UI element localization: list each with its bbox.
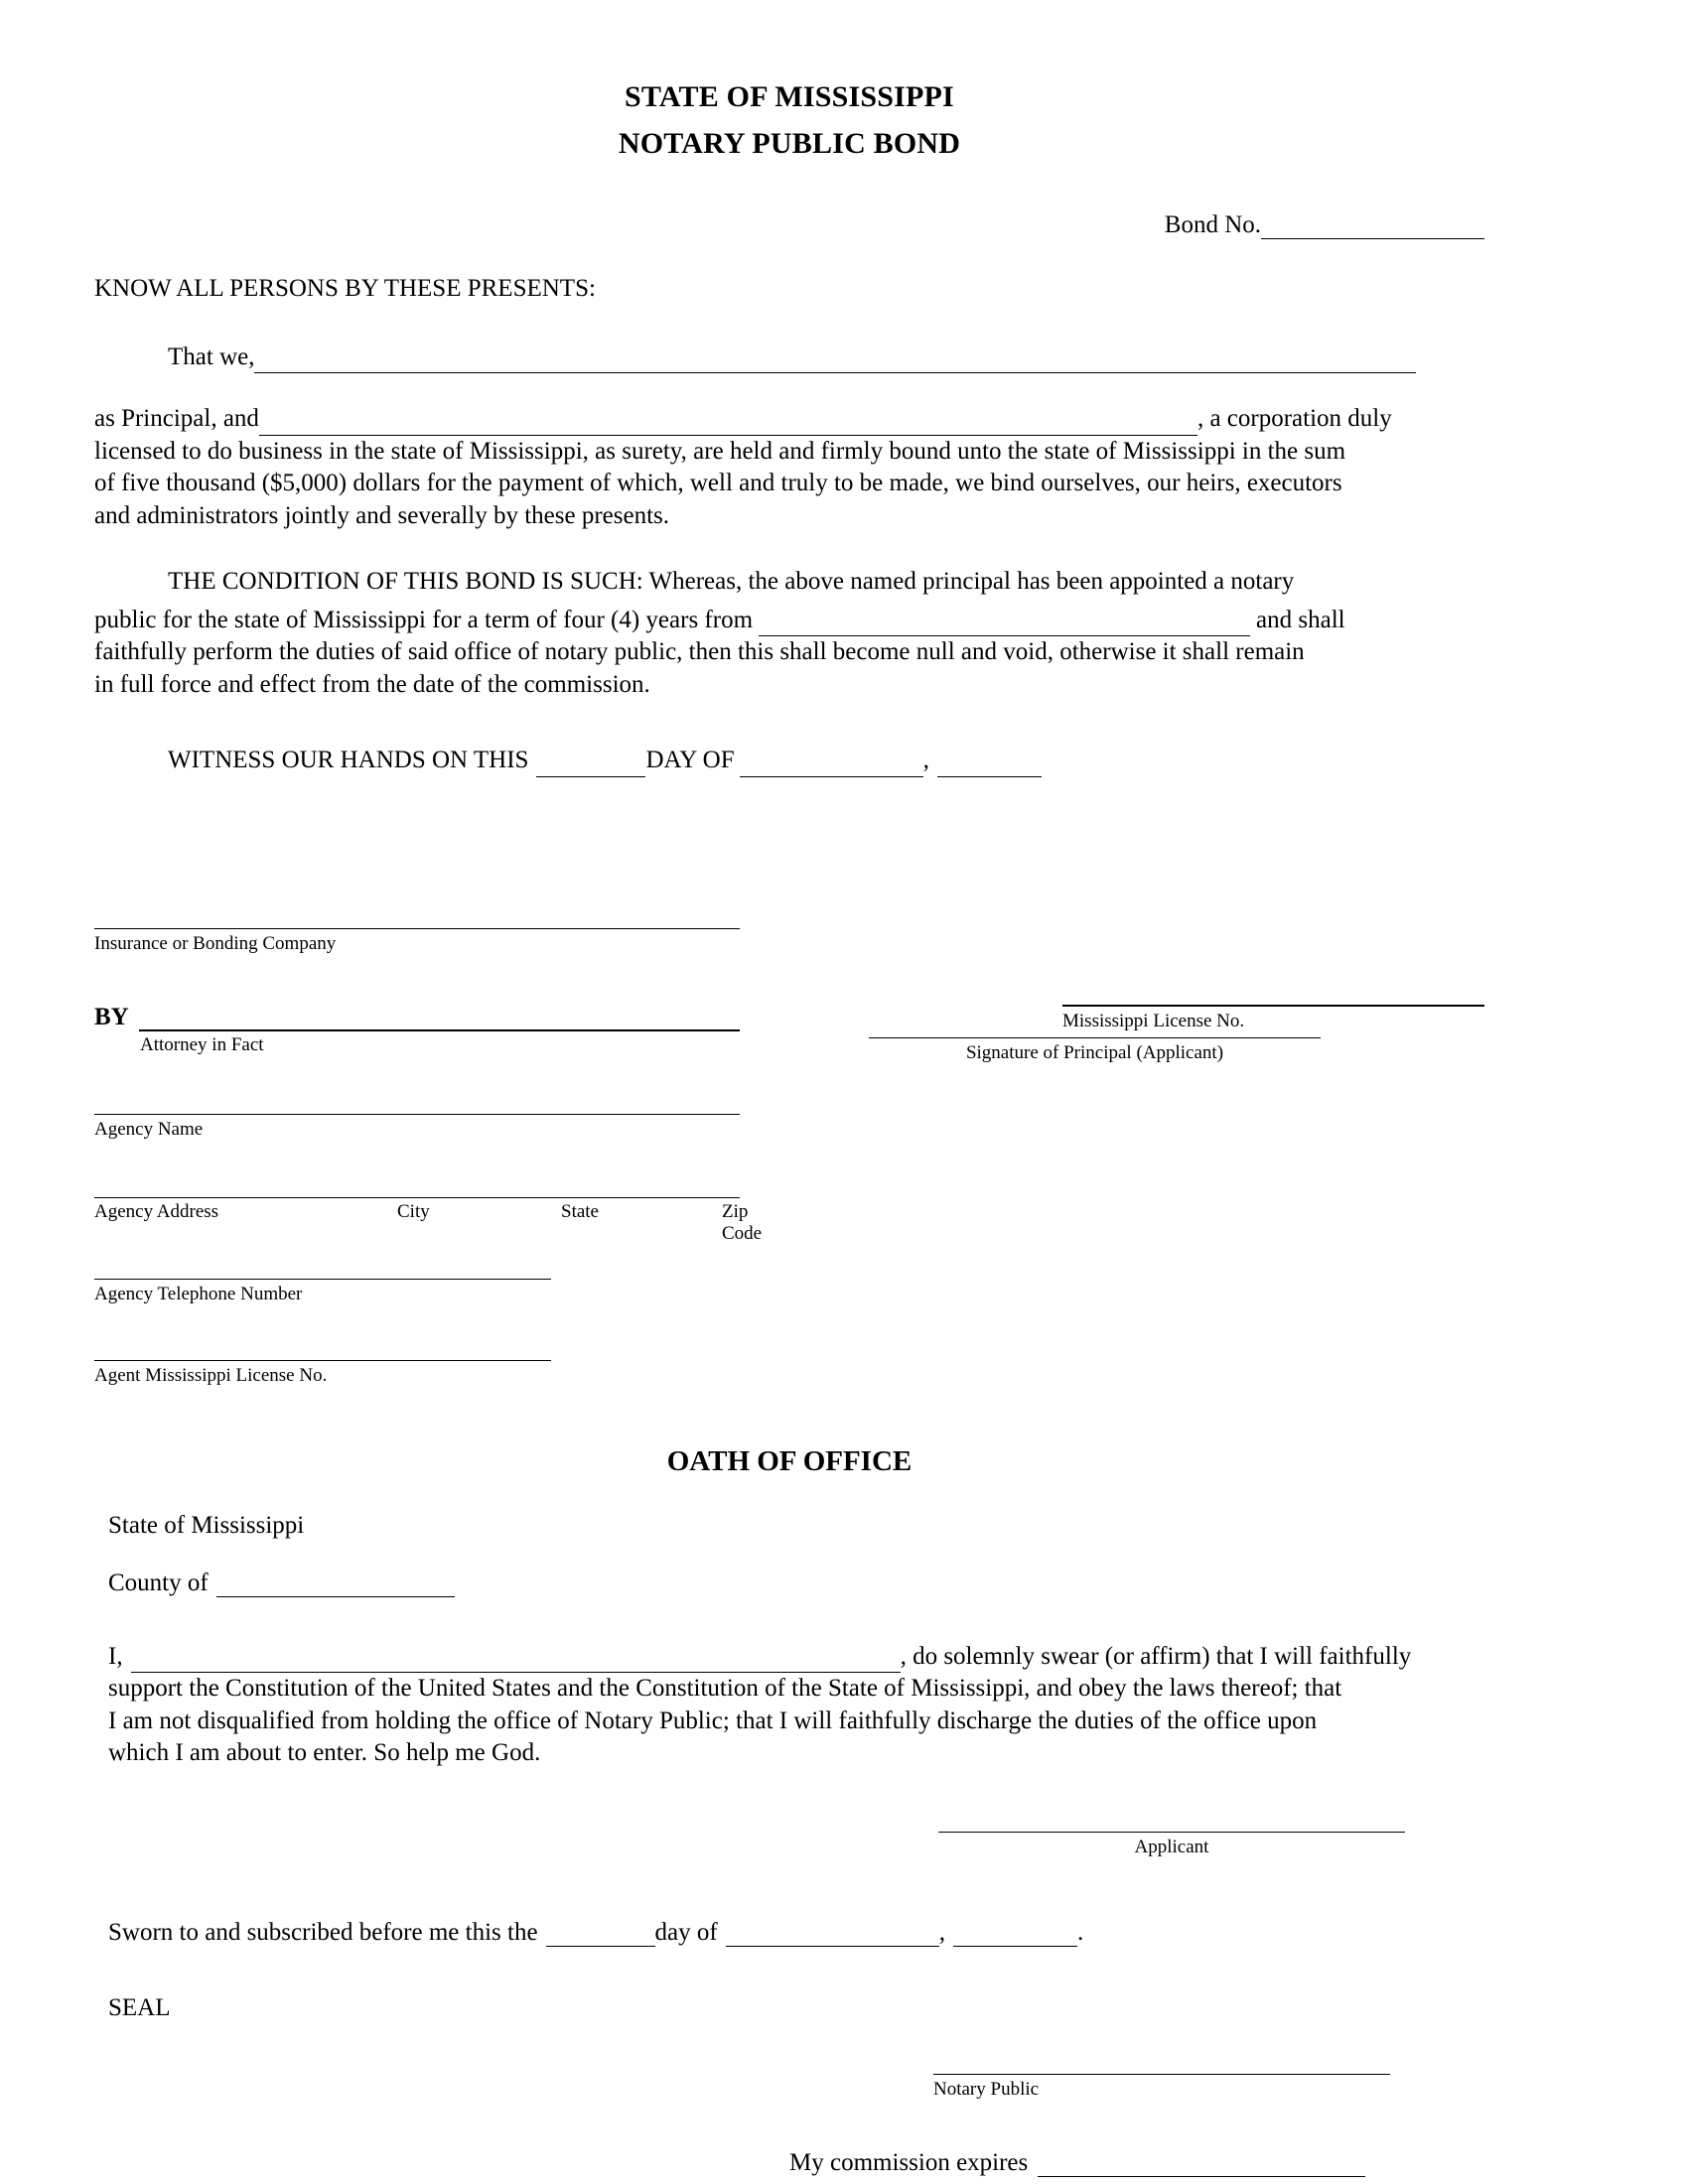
term-prefix-label: public for the state of Mississippi for a term of four (4) years from bbox=[94, 606, 754, 633]
bond-number-label: Bond No. bbox=[1164, 211, 1261, 238]
mississippi-license-caption: Mississippi License No. bbox=[1062, 1011, 1245, 1032]
sworn-to-row bbox=[94, 1919, 1484, 1947]
county-of-label: County of bbox=[108, 1569, 209, 1596]
that-we-row bbox=[94, 341, 1484, 374]
sworn-day-input-blank[interactable] bbox=[546, 1919, 655, 1946]
condition-paragraph-line-2 bbox=[94, 605, 1484, 637]
know-all-persons-heading: KNOW ALL PERSONS BY THESE PRESENTS: bbox=[94, 275, 596, 302]
applicant-signature-group bbox=[938, 1832, 1405, 1859]
signature-area bbox=[94, 928, 1484, 1388]
commission-expires-label: My commission expires bbox=[789, 2148, 1029, 2176]
insurance-company-group bbox=[94, 928, 740, 956]
and-shall-label: and shall bbox=[1256, 606, 1345, 633]
oath-applicant-name-input-blank[interactable] bbox=[131, 1646, 901, 1673]
corporation-duly-label: , a corporation duly bbox=[1196, 405, 1392, 432]
surety-company-input-blank[interactable] bbox=[259, 408, 1197, 435]
agent-license-caption: Agent Mississippi License No. bbox=[94, 1364, 328, 1386]
agency-address-caption-row bbox=[94, 1198, 763, 1244]
applicant-signature-area bbox=[94, 1770, 1484, 1889]
oath-of-office-heading: OATH OF OFFICE bbox=[666, 1444, 913, 1477]
applicant-signature-caption: Applicant bbox=[1134, 1836, 1209, 1857]
principal-signature-caption: Signature of Principal (Applicant) bbox=[965, 1041, 1224, 1063]
sworn-day-of-label: day of bbox=[654, 1918, 718, 1946]
zip-code-caption: Zip Code bbox=[722, 1201, 763, 1244]
bond-paragraph-line-1 bbox=[94, 403, 1484, 436]
condition-paragraph-line-1 bbox=[94, 566, 1484, 599]
agency-address-caption: Agency Address bbox=[94, 1201, 219, 1222]
that-we-label: That we, bbox=[168, 342, 255, 370]
bond-paragraph-line-2: licensed to do business in the state of Mississippi, as surety, are held and firmly bound unto the state of Mississippi in the sum bbox=[94, 437, 1346, 465]
page-title-state: STATE OF MISSISSIPPI bbox=[625, 80, 954, 113]
oath-body-line-2: support the Constitution of the United States and the Constitution of the State of Mississippi, and obey the laws thereof; that bbox=[108, 1675, 1342, 1702]
sworn-period: . bbox=[1076, 1918, 1084, 1946]
witness-hands-row bbox=[94, 745, 1484, 777]
commission-term-start-input-blank[interactable] bbox=[759, 610, 1250, 636]
commission-expires-row bbox=[789, 2149, 1365, 2177]
witness-day-input-blank[interactable] bbox=[536, 750, 645, 776]
notary-public-group bbox=[933, 2074, 1390, 2102]
agency-address-group bbox=[94, 1197, 763, 1244]
state-caption: State bbox=[561, 1201, 599, 1222]
oath-body-line-1 bbox=[108, 1641, 1484, 1674]
oath-body-line-4: which I am about to enter. So help me God. bbox=[108, 1739, 541, 1766]
mississippi-license-group bbox=[1062, 1005, 1484, 1033]
bond-paragraph-line-4: and administrators jointly and severally by these presents. bbox=[94, 501, 670, 529]
oath-state-line: State of Mississippi bbox=[108, 1511, 305, 1539]
witness-comma: , bbox=[922, 747, 929, 773]
page-title-bond: NOTARY PUBLIC BOND bbox=[618, 126, 961, 160]
city-caption: City bbox=[397, 1201, 430, 1222]
witness-day-of-label: DAY OF bbox=[645, 747, 735, 773]
principal-name-input-blank[interactable] bbox=[254, 346, 1416, 373]
by-label: BY bbox=[94, 1004, 129, 1031]
condition-paragraph-line-3: faithfully perform the duties of said office of notary public, then this shall become null and void, otherwise it shall remain bbox=[94, 638, 1305, 665]
attorney-in-fact-caption: Attorney in Fact bbox=[140, 1034, 264, 1056]
notary-signature-area bbox=[94, 2022, 1484, 2181]
bond-paragraph bbox=[94, 403, 1484, 532]
sworn-prefix-label: Sworn to and subscribed before me this the bbox=[108, 1918, 538, 1946]
agency-name-caption: Agency Name bbox=[94, 1119, 204, 1141]
oath-i-label: I, bbox=[108, 1642, 123, 1670]
county-input-blank[interactable] bbox=[216, 1570, 455, 1596]
condition-paragraph bbox=[94, 566, 1484, 701]
agency-phone-group bbox=[94, 1279, 1484, 1306]
oath-body-paragraph bbox=[94, 1641, 1484, 1770]
attorney-in-fact-line[interactable] bbox=[139, 1029, 740, 1031]
witness-prefix-label: WITNESS OUR HANDS ON THIS bbox=[168, 747, 529, 773]
bond-paragraph-line-3: of five thousand ($5,000) dollars for the payment of which, well and truly to be made, we bind ourselves, our heirs, executors bbox=[94, 470, 1342, 496]
insurance-company-caption: Insurance or Bonding Company bbox=[94, 932, 337, 954]
document-content bbox=[94, 0, 1484, 2181]
witness-month-input-blank[interactable] bbox=[740, 750, 923, 776]
oath-body-line-3: I am not disqualified from holding the office of Notary Public; that I will faithfully discharge the duties of the office upon bbox=[108, 1706, 1318, 1734]
notary-public-caption: Notary Public bbox=[933, 2078, 1040, 2100]
oath-county-row bbox=[94, 1570, 1484, 1597]
condition-line-1-text: THE CONDITION OF THIS BOND IS SUCH: Whereas, the above named principal has been appointed a notary bbox=[168, 568, 1295, 595]
bond-number-row bbox=[94, 211, 1484, 239]
as-principal-label: as Principal, and bbox=[94, 405, 259, 432]
sworn-comma: , bbox=[938, 1918, 945, 1946]
bond-number-input-blank[interactable] bbox=[1261, 212, 1484, 239]
seal-label: SEAL bbox=[108, 1993, 171, 2021]
oath-swear-label: , do solemnly swear (or affirm) that I will faithfully bbox=[900, 1642, 1412, 1670]
condition-paragraph-line-4: in full force and effect from the date of the commission. bbox=[94, 670, 650, 698]
agent-license-group bbox=[94, 1360, 1484, 1388]
agency-name-group bbox=[94, 1114, 740, 1142]
sworn-month-input-blank[interactable] bbox=[726, 1919, 939, 1946]
commission-expires-input-blank[interactable] bbox=[1038, 2149, 1365, 2176]
by-row bbox=[94, 1005, 740, 1031]
agency-phone-caption: Agency Telephone Number bbox=[94, 1284, 303, 1304]
sworn-year-input-blank[interactable] bbox=[953, 1919, 1077, 1946]
attorney-license-row bbox=[94, 1005, 1484, 1056]
witness-year-input-blank[interactable] bbox=[937, 750, 1042, 776]
